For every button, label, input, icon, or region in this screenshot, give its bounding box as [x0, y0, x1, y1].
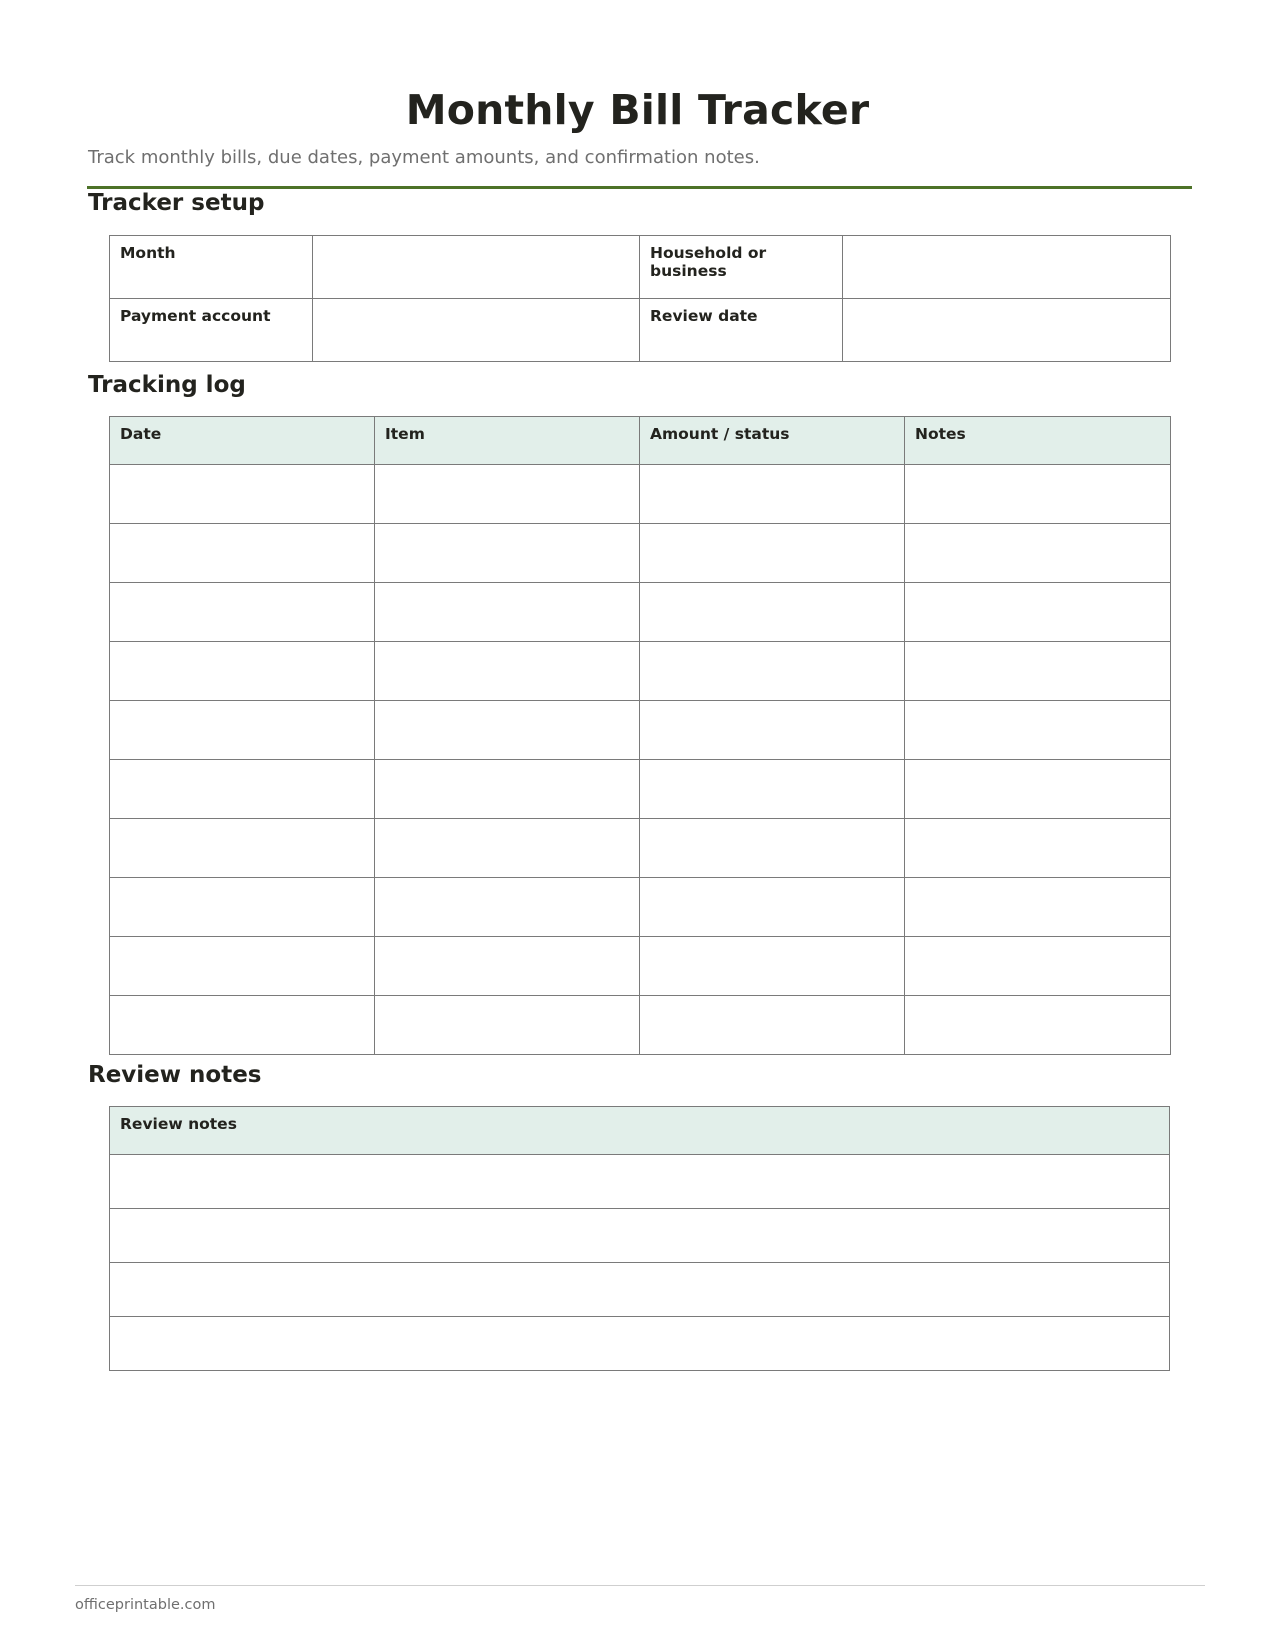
section-heading-log: Tracking log: [88, 372, 246, 398]
table-cell[interactable]: [110, 878, 375, 937]
review-notes-row: [110, 1263, 1170, 1317]
setup-label-payment-account: Payment account: [110, 299, 313, 362]
page-subtitle: Track monthly bills, due dates, payment amounts, and confirmation notes.: [88, 147, 760, 168]
column-header-review-notes: Review notes: [110, 1107, 1170, 1155]
table-row: [110, 583, 1171, 642]
setup-row: [110, 299, 1171, 362]
table-cell[interactable]: [375, 524, 640, 583]
review-date-field[interactable]: [843, 299, 1171, 362]
table-row: [110, 465, 1171, 524]
table-cell[interactable]: [640, 760, 905, 819]
table-cell[interactable]: [640, 937, 905, 996]
table-cell[interactable]: [375, 760, 640, 819]
column-header-amount-status: Amount / status: [640, 417, 905, 465]
table-cell[interactable]: [640, 583, 905, 642]
page-title: Monthly Bill Tracker: [405, 86, 870, 134]
table-cell[interactable]: [375, 465, 640, 524]
table-cell[interactable]: [375, 878, 640, 937]
table-cell[interactable]: [905, 701, 1171, 760]
table-cell[interactable]: [640, 642, 905, 701]
table-cell[interactable]: [640, 701, 905, 760]
table-cell[interactable]: [110, 524, 375, 583]
tracking-log-body: [110, 465, 1171, 1055]
table-cell[interactable]: [905, 819, 1171, 878]
month-field[interactable]: [313, 236, 640, 299]
table-cell[interactable]: [110, 819, 375, 878]
setup-label-month: Month: [110, 236, 313, 299]
table-row: [110, 642, 1171, 701]
table-cell[interactable]: [110, 583, 375, 642]
table-cell[interactable]: [375, 642, 640, 701]
table-cell[interactable]: [375, 819, 640, 878]
table-cell[interactable]: [375, 583, 640, 642]
table-cell[interactable]: [905, 996, 1171, 1055]
table-row: [110, 760, 1171, 819]
section-heading-setup: Tracker setup: [88, 190, 265, 216]
table-cell[interactable]: [905, 465, 1171, 524]
table-cell[interactable]: [640, 996, 905, 1055]
table-cell[interactable]: [640, 465, 905, 524]
table-header-row: [110, 417, 1171, 465]
table-cell[interactable]: [375, 701, 640, 760]
column-header-item: Item: [375, 417, 640, 465]
table-row: [110, 878, 1171, 937]
table-row: [110, 524, 1171, 583]
table-cell[interactable]: [905, 583, 1171, 642]
table-cell[interactable]: [110, 465, 375, 524]
table-cell[interactable]: [110, 996, 375, 1055]
table-cell[interactable]: [905, 760, 1171, 819]
review-notes-line[interactable]: [110, 1155, 1170, 1209]
table-row: [110, 937, 1171, 996]
review-notes-row: [110, 1317, 1170, 1371]
review-notes-line[interactable]: [110, 1317, 1170, 1371]
review-notes-row: [110, 1209, 1170, 1263]
setup-label-review-date: Review date: [640, 299, 843, 362]
table-row: [110, 701, 1171, 760]
section-heading-review: Review notes: [88, 1062, 262, 1088]
review-notes-table: [109, 1106, 1170, 1371]
household-field[interactable]: [843, 236, 1171, 299]
table-cell[interactable]: [905, 524, 1171, 583]
footer-divider: [75, 1585, 1205, 1586]
table-cell[interactable]: [375, 937, 640, 996]
column-header-notes: Notes: [905, 417, 1171, 465]
table-cell[interactable]: [905, 642, 1171, 701]
tracking-log-table: [109, 416, 1171, 1055]
title-divider: [87, 186, 1192, 189]
table-cell[interactable]: [110, 937, 375, 996]
setup-table: [109, 235, 1171, 362]
review-notes-row: [110, 1155, 1170, 1209]
table-cell[interactable]: [110, 701, 375, 760]
review-notes-line[interactable]: [110, 1209, 1170, 1263]
table-cell[interactable]: [640, 524, 905, 583]
table-header-row: [110, 1107, 1170, 1155]
setup-label-household: Household or business: [640, 236, 843, 299]
table-cell[interactable]: [905, 878, 1171, 937]
review-notes-body: [110, 1155, 1170, 1371]
column-header-date: Date: [110, 417, 375, 465]
payment-account-field[interactable]: [313, 299, 640, 362]
table-cell[interactable]: [375, 996, 640, 1055]
setup-row: [110, 236, 1171, 299]
table-cell[interactable]: [110, 642, 375, 701]
table-row: [110, 819, 1171, 878]
table-cell[interactable]: [640, 878, 905, 937]
table-cell[interactable]: [640, 819, 905, 878]
table-cell[interactable]: [110, 760, 375, 819]
review-notes-line[interactable]: [110, 1263, 1170, 1317]
footer-source: officeprintable.com: [75, 1597, 216, 1613]
table-cell[interactable]: [905, 937, 1171, 996]
table-row: [110, 996, 1171, 1055]
